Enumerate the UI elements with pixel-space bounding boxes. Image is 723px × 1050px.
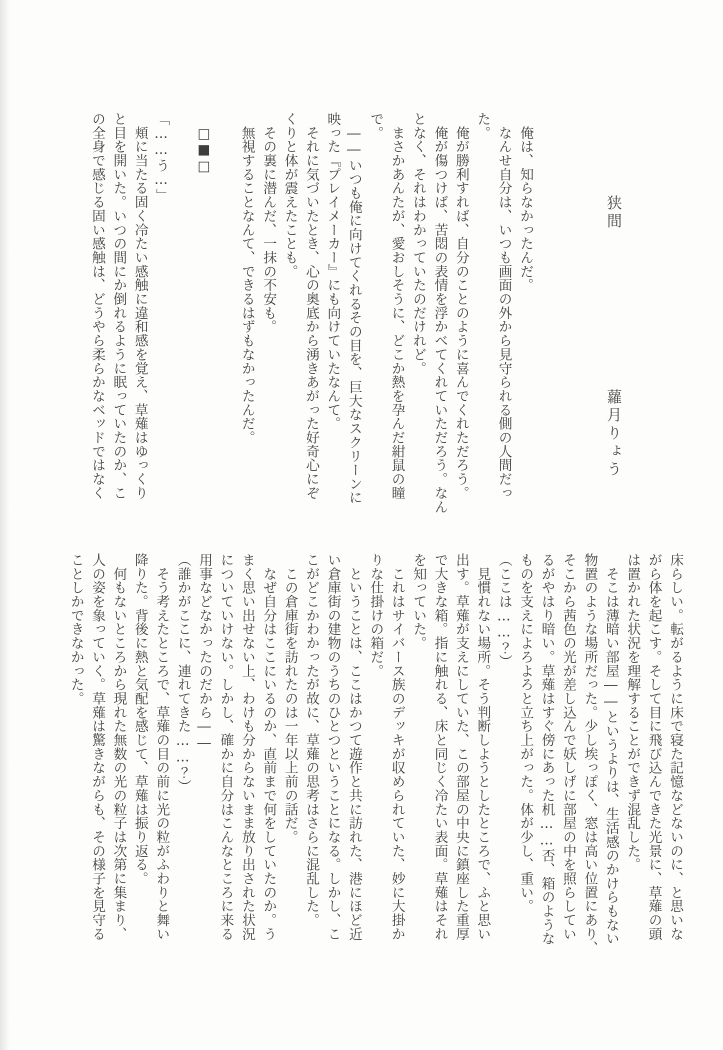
text-column: 出す。草薙が支えにしていた、この部屋の中央に鎮座した重厚 [452, 553, 469, 941]
text-column: その裏に潜んだ、一抹の不安も。 [260, 112, 277, 334]
text-column: るがやはり暗い。草薙はすぐ傍にあった机……否、箱のような [538, 553, 555, 946]
text-column: がら体を起こす。そして目に飛び込んできた光景に、草薙の頭 [645, 553, 662, 941]
chapter-header [604, 112, 625, 552]
text-column: なんせ自分は、いつも画面の外から見守られる側の人間だっ [495, 112, 512, 500]
text-column: 何もないところから現れた無数の光の粒子は次第に集まり、 [110, 553, 127, 941]
text-column: （ここは……？） [495, 553, 512, 669]
text-column: ということは、ここはかつて遊作と共に訪れた、港にほど近 [345, 553, 362, 941]
text-column: についていけない。しかし、確かに自分はこんなところに来る [217, 553, 234, 941]
text-column: ものを支えによろよろと立ち上がった。体が少し、重い。 [517, 553, 534, 914]
text-column: ことしかできなかった。 [67, 553, 84, 706]
text-column: 俺が勝利すれば、自分のことのように喜んでくれただろう。 [452, 112, 469, 500]
text-column: そこから茜色の光が差し込んで妖しげに部屋の中を照らしてい [559, 553, 576, 941]
text-column: い倉庫街の建物のうちのひとつということになる。しかし、こ [324, 553, 341, 941]
text-column: 降りた。背後に熱と気配を感じて、草薙は振り返る。 [131, 553, 148, 886]
text-column: た。 [474, 112, 491, 140]
text-column: を知っていた。 [410, 553, 427, 650]
text-column: で大きな箱。指に触れる、床と同じく冷たい表面。草薙はそれ [431, 553, 448, 941]
text-column: 物置のような場所だった。少し埃っぽく、窓は高い位置にあり、 [581, 553, 598, 955]
text-column: 俺は、知らなかったんだ。 [517, 112, 533, 293]
text-column: （誰かがここに、連れてきた……？） [174, 553, 191, 794]
text-column: 床らしい。転がるように床で寝た記憶などないのに、と思いな [667, 553, 683, 941]
text-column: 映った『プレイメーカー』にも向けていたなんて。 [324, 112, 341, 431]
text-column: こがどこかわかったが故に、草薙の思考はさらに混乱した。 [303, 553, 320, 927]
text-column: まく思い出せない上、わけも分からないまま放り出された状況 [238, 553, 255, 941]
blank-column [214, 112, 235, 532]
text-column: 「……う…」 [153, 112, 170, 203]
text-column: これはサイバース族のデッキが収められていた、妙に大掛か [388, 553, 405, 941]
text-column: と目を開いた。いつの間にか倒れるように眠っていたのか、こ [110, 112, 127, 500]
text-column: の全身で感じる固い感触は、どうやら柔らかなベッドではなく [88, 112, 105, 500]
text-column: 用事などなかったのだから―― [196, 553, 213, 752]
text-column: なぜ自分はここにいるのか、直前まで何をしていたのか。う [260, 553, 277, 941]
upper-text-block [85, 112, 535, 532]
chapter-title: 狭間 [605, 195, 623, 231]
text-column: 無視することなんて、できるはずもなかったんだ。 [238, 112, 255, 445]
text-column: は置かれた状況を理解することができず混乱した。 [624, 553, 641, 872]
text-column: まさかあんたが、愛おしそうに、どこか熱を孕んだ紺鼠の瞳 [388, 112, 405, 500]
text-column: そこは薄暗い部屋――というよりは、生活感のかけらもない [602, 553, 619, 946]
blank-column [171, 112, 192, 532]
chapter-author: 蘿月りょう [605, 389, 623, 479]
text-column: 人の姿を象っていく。草薙は驚きながらも、その様子を見守る [89, 553, 106, 941]
section-break-column: □■□ [195, 112, 212, 175]
lower-text-block [64, 553, 685, 973]
text-column: となく、それはわかっていたのだけれど。 [409, 112, 426, 376]
text-column: ――いつも俺に向けてくれるその目を、巨大なスクリーンに [345, 112, 362, 505]
text-column: 見慣れない場所。そう判断しようとしたところで、ふと思い [474, 553, 491, 941]
text-column: くりと体が震えたことも。 [281, 112, 298, 279]
text-column: 頬に当たる固く冷たい感触に違和感を覚え、草薙はゆっくり [131, 112, 148, 500]
text-column: この倉庫街を訪れたのは一年以上前の話だ。 [281, 553, 298, 844]
text-column: そう考えたところで、草薙の目の前に光の粒がふわりと舞い [153, 553, 170, 941]
text-column: それに気づいたとき、心の奥底から湧きあがった好奇心にぞ [302, 112, 319, 500]
text-column: 俺が傷つけば、苦悶の表情を浮かべてくれていただろう。なん [431, 112, 448, 514]
text-column: りな仕掛けの箱だ。 [367, 553, 384, 678]
text-column: で。 [367, 112, 384, 140]
